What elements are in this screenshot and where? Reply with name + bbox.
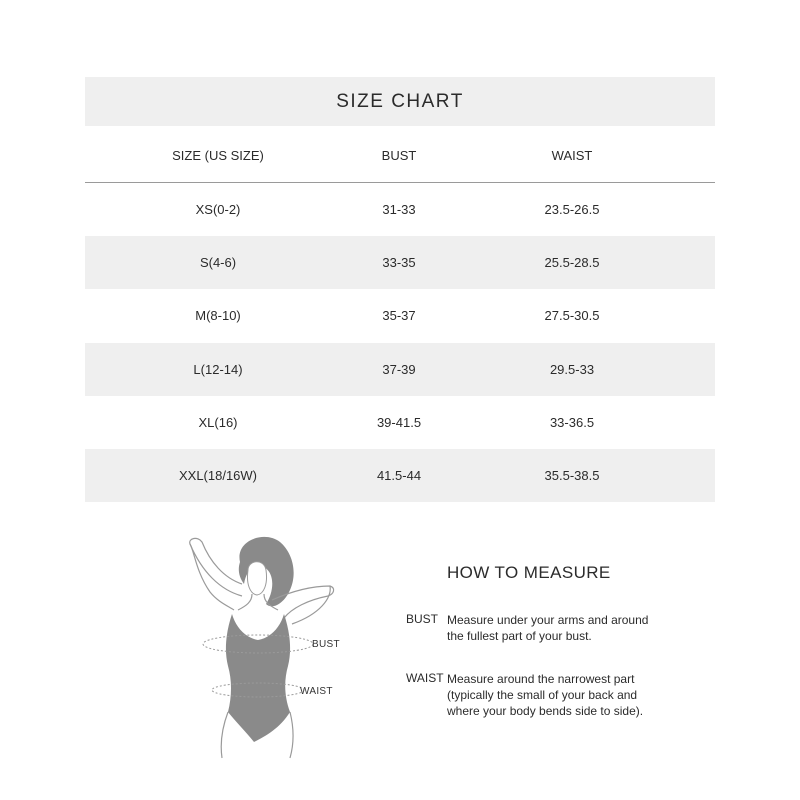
waist-measure-text xyxy=(447,671,677,719)
table-row xyxy=(85,396,715,449)
face-shape xyxy=(247,562,266,595)
header-size: SIZE (US SIZE) xyxy=(172,148,264,163)
bust-figure-label: BUST xyxy=(312,639,340,650)
table-row xyxy=(85,183,715,236)
size-cell: XL(16) xyxy=(198,415,238,430)
waist-cell: 23.5-26.5 xyxy=(544,202,600,217)
table-header xyxy=(85,127,715,183)
size-cell: XS(0-2) xyxy=(195,202,241,217)
waist-figure-label: WAIST xyxy=(300,686,333,697)
bust-cell: 35-37 xyxy=(382,308,416,323)
how-to-measure-title: HOW TO MEASURE xyxy=(447,563,611,582)
title-band xyxy=(85,77,715,126)
size-cell: M(8-10) xyxy=(195,308,241,323)
text-line: the fullest part of your bust. xyxy=(447,629,592,643)
table-row xyxy=(85,236,715,289)
waist-cell: 29.5-33 xyxy=(549,362,595,377)
page-title: SIZE CHART xyxy=(336,90,464,112)
waist-cell: 25.5-28.5 xyxy=(544,255,600,270)
waist-measure-label: WAIST xyxy=(406,671,444,685)
size-cell: S(4-6) xyxy=(199,255,237,270)
bust-cell: 31-33 xyxy=(382,202,416,217)
header-bust: BUST xyxy=(381,148,417,163)
swimsuit-shape xyxy=(226,614,290,742)
waist-cell: 27.5-30.5 xyxy=(544,308,600,323)
size-cell: XXL(18/16W) xyxy=(178,468,258,483)
table-row xyxy=(85,449,715,502)
text-line: Measure around the narrowest part xyxy=(447,672,635,686)
text-line: Measure under your arms and around xyxy=(447,613,649,627)
table-row xyxy=(85,289,715,342)
text-line: (typically the small of your back and xyxy=(447,688,638,702)
bust-measure-label: BUST xyxy=(406,612,439,626)
bust-cell: 39-41.5 xyxy=(376,415,422,430)
header-waist: WAIST xyxy=(551,148,593,163)
waist-cell: 33-36.5 xyxy=(549,415,595,430)
bust-measure-text xyxy=(447,612,677,644)
bust-cell: 33-35 xyxy=(382,255,416,270)
table-row xyxy=(85,343,715,396)
bust-cell: 37-39 xyxy=(382,362,416,377)
text-line: where your body bends side to side). xyxy=(447,704,644,718)
bust-cell: 41.5-44 xyxy=(376,468,422,483)
size-cell: L(12-14) xyxy=(193,362,243,377)
waist-cell: 35.5-38.5 xyxy=(544,468,600,483)
